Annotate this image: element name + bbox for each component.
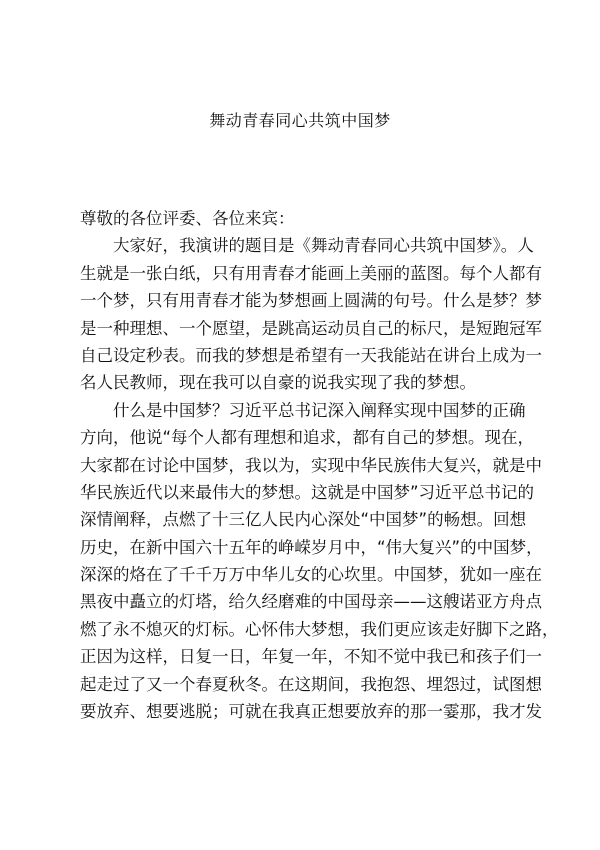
paragraph-2-line-12: 要放弃、想要逃脱；可就在我真正想要放弃的那一霎那，我才发 bbox=[80, 702, 542, 722]
salutation-line: 尊敬的各位评委、各位来宾： bbox=[80, 209, 295, 228]
paragraph-1 bbox=[80, 232, 542, 396]
paragraph-1-line-3: 一个梦，只有用青春才能为梦想画上圆满的句号。什么是梦？梦 bbox=[80, 291, 542, 311]
paragraph-1-line-4: 是一种理想、一个愿望，是跳高运动员自己的标尺，是短跑冠军 bbox=[80, 318, 542, 338]
document-title: 舞动青春同心共筑中国梦 bbox=[209, 111, 391, 130]
paragraph-2-line-8: 黑夜中矗立的灯塔，给久经磨难的中国母亲——这艘诺亚方舟点 bbox=[80, 592, 542, 612]
paragraph-1-line-2: 生就是一张白纸，只有用青春才能画上美丽的蓝图。每个人都有 bbox=[80, 263, 542, 283]
paragraph-2-line-5: 深情阐释，点燃了十三亿人民内心深处“中国梦”的畅想。回想 bbox=[80, 510, 527, 530]
paragraph-2 bbox=[80, 397, 559, 726]
paragraph-2-line-2: 方向，他说“每个人都有理想和追求，都有自己的梦想。现在， bbox=[80, 428, 535, 448]
paragraph-2-line-7: 深深的烙在了千千万万中华儿女的心坎里。中国梦，犹如一座在 bbox=[80, 565, 542, 585]
paragraph-1-line-1: 大家好，我演讲的题目是《舞动青春同心共筑中国梦》。人 bbox=[113, 236, 534, 256]
paragraph-2-line-10: 正因为这样，日复一日，年复一年，不知不觉中我已和孩子们一 bbox=[80, 647, 542, 667]
document-body bbox=[80, 205, 559, 725]
paragraph-1-line-5: 自己设定秒表。而我的梦想是希望有一天我能站在讲台上成为一 bbox=[80, 345, 542, 365]
paragraph-2-line-3: 大家都在讨论中国梦，我以为，实现中华民族伟大复兴，就是中 bbox=[80, 455, 542, 475]
paragraph-2-line-6: 历史，在新中国六十五年的峥嵘岁月中，“伟大复兴”的中国梦， bbox=[80, 537, 543, 557]
paragraph-2-line-9: 燃了永不熄灭的灯标。心怀伟大梦想，我们更应该走好脚下之路， bbox=[80, 619, 559, 639]
paragraph-2-line-1: 什么是中国梦？习近平总书记深入阐释实现中国梦的正确 bbox=[113, 400, 526, 420]
paragraph-2-line-4: 华民族近代以来最伟大的梦想。这就是中国梦”习近平总书记的 bbox=[80, 482, 535, 502]
paragraph-1-line-6: 名人民教师，现在我可以自豪的说我实现了我的梦想。 bbox=[80, 373, 476, 393]
paragraph-2-line-11: 起走过了又一个春夏秋冬。在这期间，我抱怨、埋怨过，试图想 bbox=[80, 674, 542, 694]
